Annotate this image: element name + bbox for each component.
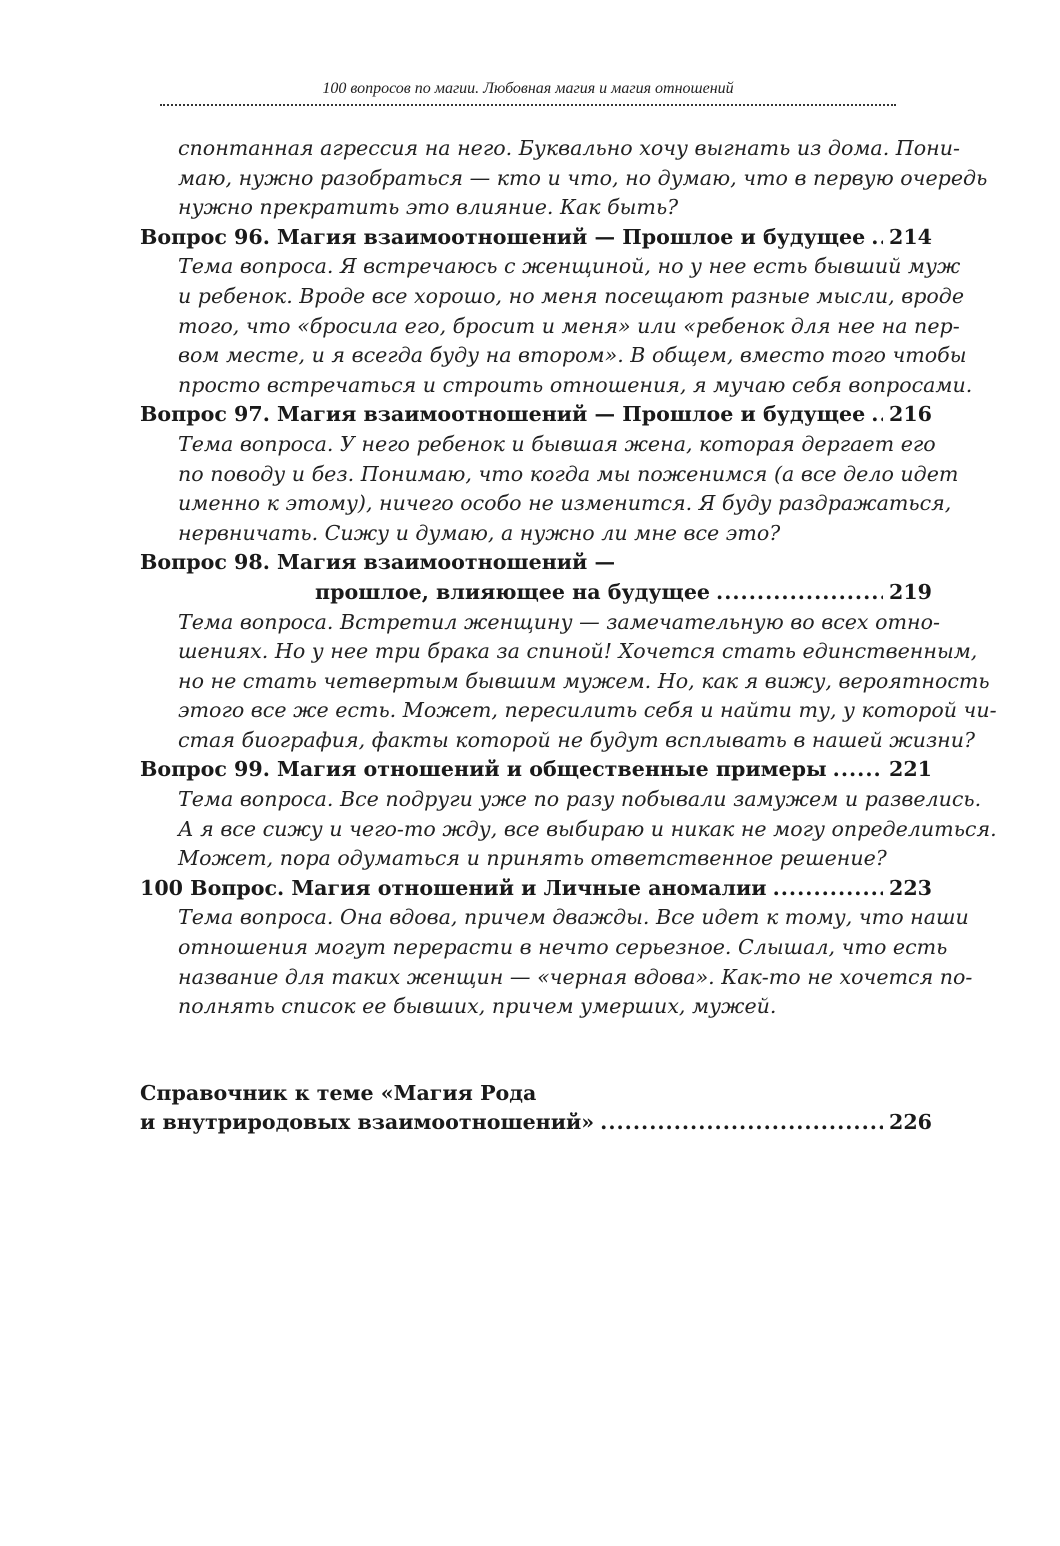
- leader-dots: [871, 223, 883, 253]
- entry-description: [178, 430, 959, 548]
- entry-title: 100 Вопрос. Магия отношений и Личные аномалии: [140, 875, 767, 900]
- text-line: отношения могут перерасти в нечто серьезное. Слышал, что есть: [178, 935, 948, 960]
- text-line: именно к этому), ничего особо не изменится. Я буду раздражаться,: [178, 491, 952, 516]
- leader-dots: [716, 578, 883, 608]
- table-of-contents: [140, 134, 997, 1138]
- text-line: нервничать. Сижу и думаю, а нужно ли мне все это?: [178, 520, 781, 545]
- text-line: этого все же есть. Может, пересилить себя и найти ту, у которой чи-: [178, 698, 997, 723]
- text-line: Может, пора одуматься и принять ответственное решение?: [178, 846, 887, 871]
- leader-dots: [600, 1108, 883, 1138]
- text-line: Тема вопроса. Все подруги уже по разу побывали замужем и развелись.: [178, 787, 982, 812]
- text-line: название для таких женщин — «черная вдова». Как-то не хочется по-: [178, 964, 973, 989]
- entry-title: Вопрос 97. Магия взаимоотношений — Прошлое и будущее: [140, 402, 866, 427]
- toc-entry-reference[interactable]: [140, 1108, 932, 1138]
- page-number: 219: [889, 579, 932, 604]
- page-number: 216: [889, 402, 932, 427]
- text-line: вом месте, и я всегда буду на втором». В общем, вместо того чтобы: [178, 343, 967, 368]
- section-gap: [140, 1022, 932, 1079]
- text-line: того, что «бросила его, бросит и меня» или «ребенок для нее на пер-: [178, 313, 960, 338]
- entry-description: [178, 903, 973, 1021]
- text-line: Тема вопроса. Встретил женщину — замечательную во всех отно-: [178, 609, 940, 634]
- entry-description: [178, 608, 997, 756]
- toc-entry-100[interactable]: [140, 874, 932, 904]
- text-line: по поводу и без. Понимаю, что когда мы поженимся (а все дело идет: [178, 461, 959, 486]
- text-line: спонтанная агрессия на него. Буквально хочу выгнать из дома. Пони-: [178, 136, 960, 160]
- text-line: и ребенок. Вроде все хорошо, но меня посещают разные мысли, вроде: [178, 283, 965, 308]
- page-number: 221: [889, 757, 932, 782]
- text-line: Тема вопроса. Она вдова, причем дважды. Все идет к тому, что наши: [178, 905, 969, 930]
- text-line: стая биография, факты которой не будут всплывать в нашей жизни?: [178, 727, 976, 752]
- running-header: 100 вопросов по магии. Любовная магия и магия отношений: [322, 80, 734, 97]
- text-line: шениях. Но у нее три брака за спиной! Хочется стать единственным,: [178, 639, 978, 664]
- text-line: полнять список ее бывших, причем умерших, мужей.: [178, 994, 777, 1019]
- text-line: нужно прекратить это влияние. Как быть?: [178, 195, 679, 220]
- text-line: А я все сижу и чего-то жду, все выбираю и никак не могу определиться.: [178, 816, 997, 841]
- leader-dots: [871, 400, 883, 430]
- toc-entry-98[interactable]: [140, 578, 932, 608]
- header-dotted-rule: [160, 104, 896, 106]
- page-number: 214: [889, 224, 932, 249]
- text-line: Тема вопроса. У него ребенок и бывшая жена, которая дергает его: [178, 431, 936, 456]
- text-line: но не стать четвертым бывшим мужем. Но, как я вижу, вероятность: [178, 668, 990, 693]
- reference-title-line1[interactable]: Справочник к теме «Магия Рода: [140, 1080, 537, 1105]
- entry-description: [178, 252, 973, 400]
- leader-dots: [773, 874, 883, 904]
- page-number: 223: [889, 875, 932, 900]
- page-number: 226: [889, 1110, 932, 1135]
- entry-title: и внутриродовых взаимоотношений»: [140, 1110, 595, 1135]
- toc-entry-99[interactable]: [140, 755, 932, 785]
- entry-title: Вопрос 96. Магия взаимоотношений — Прошлое и будущее: [140, 224, 866, 249]
- toc-entry-98-title-line1[interactable]: Вопрос 98. Магия взаимоотношений —: [140, 550, 616, 575]
- continuation-text: [178, 134, 988, 223]
- entry-title: прошлое, влияющее на будущее: [315, 579, 711, 604]
- toc-entry-97[interactable]: [140, 400, 932, 430]
- entry-title: Вопрос 99. Магия отношений и общественные примеры: [140, 757, 827, 782]
- text-line: Тема вопроса. Я встречаюсь с женщиной, но у нее есть бывший муж: [178, 254, 961, 279]
- text-line: маю, нужно разобраться — кто и что, но думаю, что в первую очередь: [178, 165, 988, 190]
- leader-dots: [833, 755, 883, 785]
- entry-description: [178, 785, 997, 874]
- toc-entry-96[interactable]: [140, 223, 932, 253]
- text-line: просто встречаться и строить отношения, я мучаю себя вопросами.: [178, 372, 973, 397]
